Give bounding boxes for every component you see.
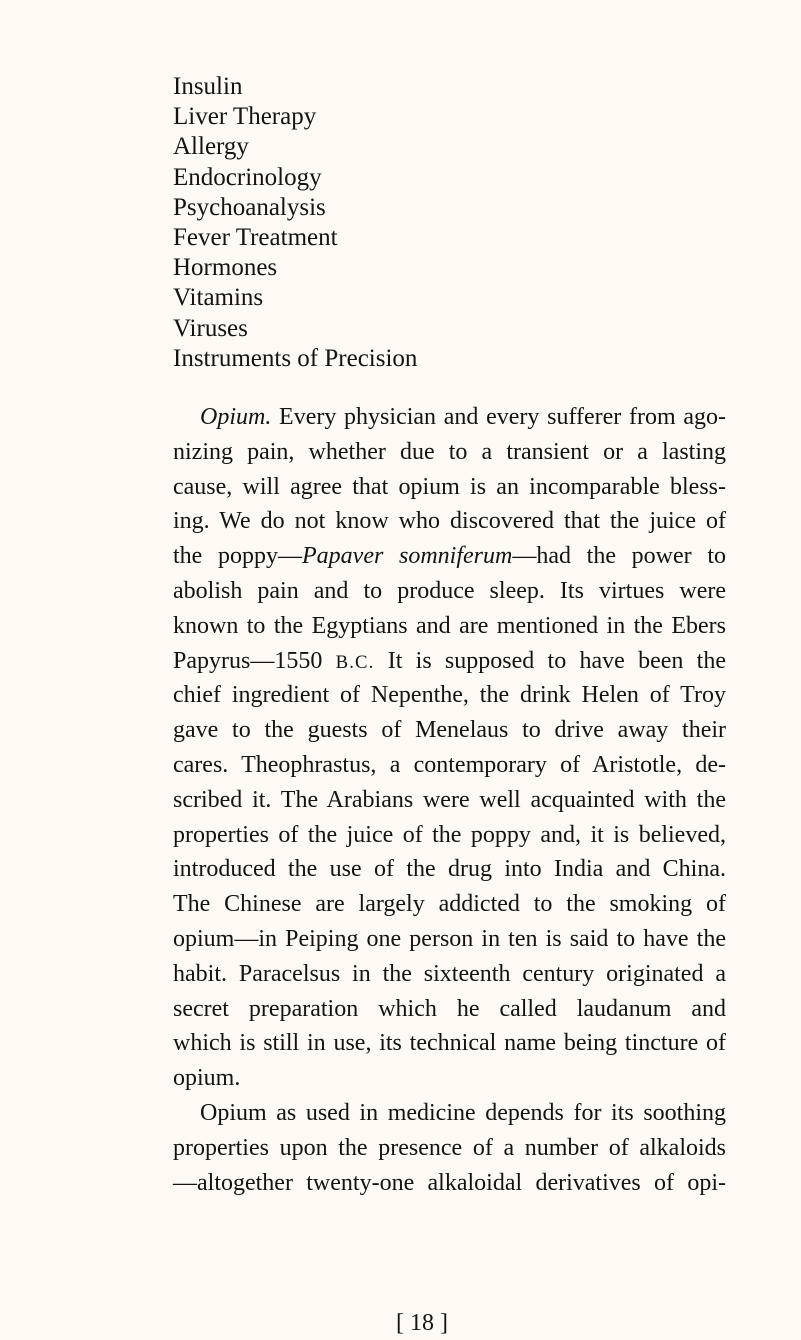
text-line: cause, will agree that opium is an incomparable bless- (173, 473, 726, 500)
topic-item: Vitamins (173, 284, 264, 312)
text-line (173, 539, 726, 574)
text-line: chief ingredient of Nepenthe, the drink Helen of Troy (173, 682, 726, 709)
text-line: opium—in Peiping one person in ten is said to have the (173, 925, 726, 952)
text-line: Opium as used in medicine depends for its soothing (200, 1099, 726, 1126)
text-line: secret preparation which he called laudanum and (173, 995, 726, 1022)
text-line: gave to the guests of Menelaus to drive away their (173, 717, 726, 744)
text-line: —altogether twenty-one alkaloidal derivatives of opi- (173, 1169, 726, 1196)
era-abbreviation: B.C. (335, 651, 375, 673)
text-line: known to the Egyptians and are mentioned in the Ebers (173, 612, 726, 639)
botanical-name: Papaver somniferum (302, 543, 513, 570)
text-line: abolish pain and to produce sleep. Its virtues were (173, 577, 726, 604)
topic-item: Viruses (173, 314, 248, 342)
text-line: properties of the juice of the poppy and, it is believed, (173, 821, 726, 848)
section-heading-opium: Opium. (200, 404, 272, 430)
topic-item: Fever Treatment (173, 223, 338, 251)
text-line (173, 400, 726, 435)
text-segment: Every physician and every sufferer from ago- (271, 404, 726, 430)
topic-list (173, 72, 417, 374)
text-line: introduced the use of the drug into India and China. (173, 856, 726, 883)
text-line: habit. Paracelsus in the sixteenth century originated a (173, 960, 726, 987)
text-line: cares. Theophrastus, a contemporary of Aristotle, de- (173, 751, 726, 778)
topic-item: Insulin (173, 73, 243, 100)
topic-item: Psychoanalysis (173, 193, 326, 221)
text-segment: Papyrus—1550 (173, 647, 336, 674)
page-number: [ 18 ] (396, 1310, 448, 1336)
text-line: which is still in use, its technical name being tincture of (173, 1030, 726, 1057)
topic-item: Hormones (173, 254, 278, 282)
text-line: The Chinese are largely addicted to the smoking of (173, 891, 726, 918)
text-line: ing. We do not know who discovered that the juice of (173, 508, 726, 535)
text-segment: the poppy— (173, 543, 303, 570)
text-line: opium. (173, 1065, 241, 1092)
text-line: scribed it. The Arabians were well acquainted with the (173, 786, 726, 813)
topic-item: Allergy (173, 133, 249, 161)
text-line: properties upon the presence of a number of alkaloids (173, 1134, 726, 1161)
body-text (173, 400, 726, 1200)
text-line: nizing pain, whether due to a transient or a lasting (173, 438, 726, 465)
topic-item: Liver Therapy (173, 103, 317, 131)
topic-item: Endocrinology (173, 163, 322, 191)
text-segment: It is supposed to have been the (374, 647, 726, 674)
text-line (173, 644, 726, 679)
text-segment: —had the power to (512, 543, 727, 570)
topic-item: Instruments of Precision (173, 344, 418, 372)
